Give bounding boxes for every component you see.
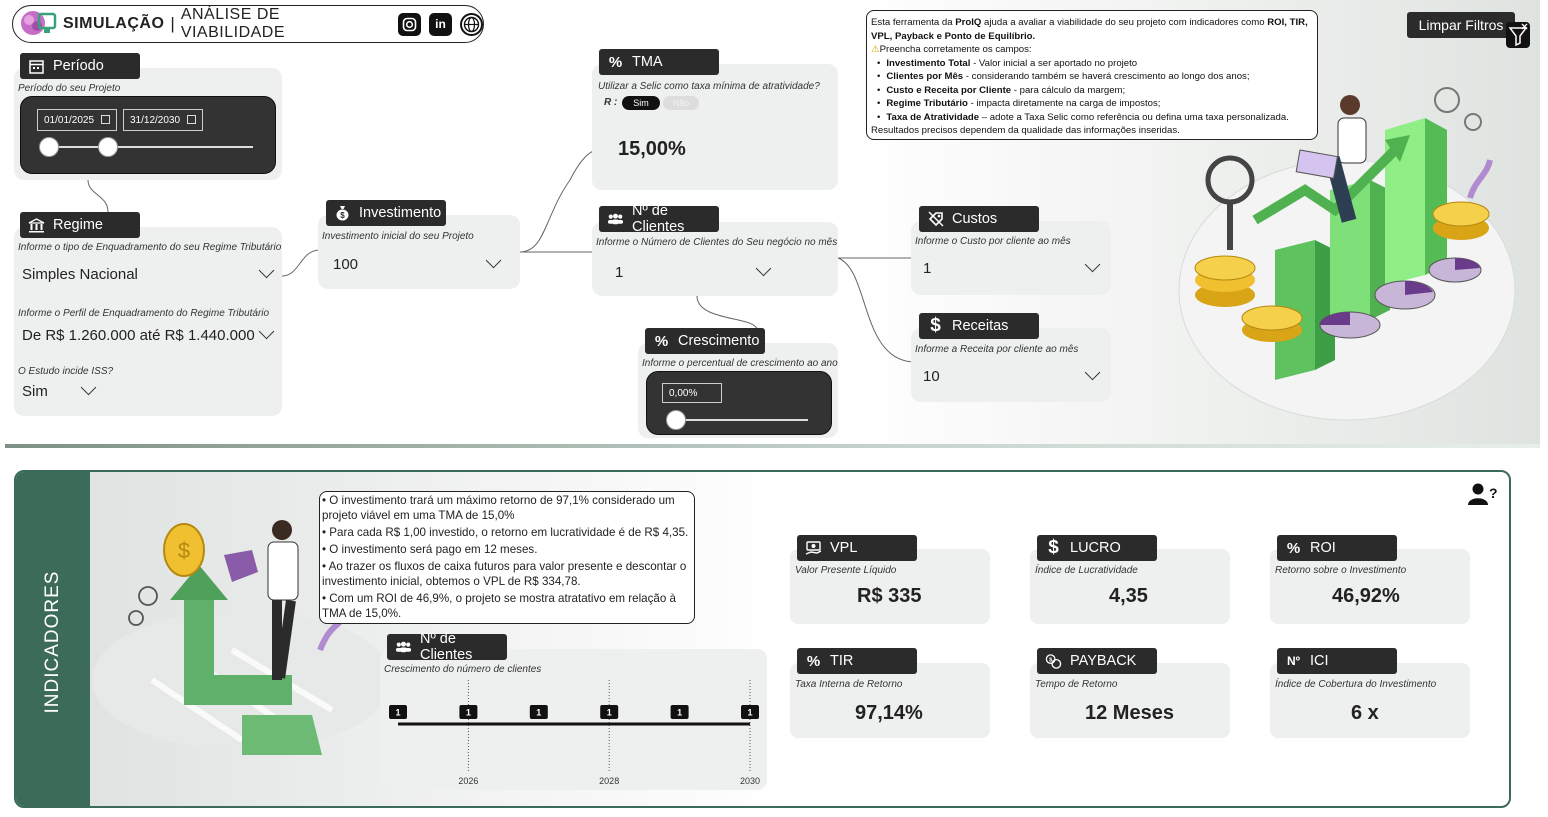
investimento-label: Investimento inicial do seu Projeto <box>322 231 474 242</box>
receitas-tag <box>919 313 1039 339</box>
clientes-tag <box>599 203 719 235</box>
periodo-slider-end-handle[interactable] <box>98 137 118 157</box>
bank-icon <box>28 217 45 234</box>
info-footer: Resultados precisos dependem da qualidade das informações inseridas. <box>871 125 1180 136</box>
price-tag-icon <box>927 211 944 228</box>
iss-label: O Estudo incide ISS? <box>18 366 114 377</box>
info-brand: ProIQ <box>955 17 982 28</box>
crescimento-label: Informe o percentual de crescimento ao ano <box>642 358 838 369</box>
section-divider <box>5 444 1540 448</box>
data-label: 1 <box>395 707 401 718</box>
x-tick-label: 2026 <box>458 776 479 786</box>
warning-icon: ⚠ <box>871 44 880 55</box>
brain-logo-icon <box>19 8 59 40</box>
periodo-tag <box>20 53 140 79</box>
regime-card <box>14 227 282 416</box>
users-icon <box>395 639 412 656</box>
svg-text:?: ? <box>1489 485 1498 501</box>
x-tick-label: 2030 <box>739 776 761 786</box>
roi-tag <box>1277 535 1397 561</box>
periodo-tag-label: Período <box>53 58 104 74</box>
start-date-input[interactable] <box>37 109 117 131</box>
periodo-slicer <box>20 96 276 174</box>
data-label: 1 <box>465 707 471 718</box>
data-label: 1 <box>536 707 542 718</box>
iss-select[interactable]: Sim <box>22 383 48 400</box>
clientes-label: Informe o Número de Clientes do Seu negócio no mês <box>596 237 838 248</box>
vpl-value: R$ 335 <box>857 585 922 607</box>
payback-tag <box>1037 648 1157 674</box>
crescimento-tag-label: Crescimento <box>678 333 760 349</box>
header-bar <box>12 5 484 43</box>
tma-question-label: Utilizar a Selic como taxa mínima de atratividade? <box>598 81 820 92</box>
insight-item: • Para cada R$ 1,00 investido, o retorno em lucratividade é de R$ 4,35. <box>322 526 689 539</box>
svg-text:$: $ <box>340 211 345 220</box>
periodo-slider-track[interactable] <box>45 146 253 148</box>
clientes-line-chart <box>380 676 767 790</box>
selic-no-toggle[interactable]: Não <box>663 96 699 110</box>
lucro-value: 4,35 <box>1109 585 1148 607</box>
percent-icon: % <box>1286 539 1301 557</box>
regime-type-select[interactable]: Simples Nacional <box>22 266 138 283</box>
tir-card <box>790 663 990 738</box>
globe-icon[interactable] <box>460 13 483 36</box>
regime-type-label: Informe o tipo de Enquadramento do seu Regime Tributário <box>18 242 282 253</box>
clientes-chart-tag <box>387 631 507 663</box>
clientes-tag-label: Nº de Clientes <box>632 203 685 235</box>
tir-tag <box>797 648 917 674</box>
info-item: • Clientes por Mês - considerando também se haverá crescimento ao longo dos anos; <box>877 70 1313 84</box>
crescimento-slider-track[interactable] <box>672 419 808 421</box>
clear-filters-button[interactable]: Limpar Filtros <box>1407 12 1515 38</box>
receitas-card <box>911 328 1111 402</box>
dollar-icon: $ <box>1048 537 1059 558</box>
crescimento-tag <box>645 328 765 354</box>
roi-label: Retorno sobre o Investimento <box>1275 565 1407 576</box>
data-label: 1 <box>677 707 683 718</box>
regime-tag <box>20 212 140 238</box>
end-date-value: 31/12/2030 <box>130 114 181 126</box>
custos-label: Informe o Custo por cliente ao mês <box>915 236 1071 247</box>
payback-tag-label: PAYBACK <box>1070 653 1137 669</box>
receitas-tag-label: Receitas <box>952 318 1009 334</box>
investimento-card <box>318 215 520 289</box>
chart-subtitle: Crescimento do número de clientes <box>384 664 542 675</box>
investimento-tag <box>326 200 446 226</box>
indicadores-title: INDICADORES <box>42 570 63 714</box>
selic-yes-toggle[interactable]: Sim <box>622 96 660 110</box>
periodo-slider-start-handle[interactable] <box>39 137 59 157</box>
insight-item: • O investimento trará um máximo retorno de 97,1% considerado um projeto viável em uma TMA de 15,0% <box>322 494 675 522</box>
lucro-tag <box>1037 535 1157 561</box>
indicadores-sidebar <box>16 472 90 806</box>
investimento-tag-label: Investimento <box>359 205 442 221</box>
roi-tag-label: ROI <box>1310 540 1336 556</box>
ici-tag <box>1277 648 1397 674</box>
users-icon <box>607 211 624 228</box>
money-cycle-icon <box>1045 653 1062 670</box>
custos-card <box>911 221 1111 295</box>
tir-value: 97,14% <box>855 702 923 724</box>
user-help-icon[interactable] <box>1466 481 1498 512</box>
receitas-select[interactable]: 10 <box>923 368 940 385</box>
title-separator: | <box>170 14 175 33</box>
regime-profile-select[interactable]: De R$ 1.260.000 até R$ 1.440.000 <box>22 327 255 344</box>
insight-item: • O investimento será pago em 12 meses. <box>322 543 538 556</box>
info-intro-text-2: ajuda a avaliar a viabilidade do seu projeto com indicadores como <box>981 17 1268 28</box>
insight-item: • Ao trazer os fluxos de caixa futuros para valor presente e descontar o investimento inicial, obtemos o VPL de R$ 334,78. <box>322 560 687 588</box>
calendar-small-icon <box>187 115 196 124</box>
number-sign-icon: Nº <box>1286 654 1301 668</box>
svg-text:$: $ <box>177 538 191 563</box>
ici-tag-label: ICI <box>1310 653 1329 669</box>
clientes-chart-tag-label: Nº de Clientes <box>420 631 473 663</box>
vpl-tag-label: VPL <box>830 540 858 556</box>
ici-card <box>1270 663 1470 738</box>
tma-tag <box>599 49 719 75</box>
clientes-select[interactable]: 1 <box>615 264 624 281</box>
tir-label: Taxa Interna de Retorno <box>795 679 903 690</box>
percent-icon: % <box>608 53 623 71</box>
info-item: • Taxa de Atratividade – adote a Taxa Selic como referência ou defina uma taxa personalizada. <box>877 111 1313 125</box>
lucro-tag-label: LUCRO <box>1070 540 1121 556</box>
info-item: • Regime Tributário - impacta diretamente na carga de impostos; <box>877 97 1313 111</box>
ici-label: Índice de Cobertura do Investimento <box>1275 679 1437 690</box>
custos-tag-label: Custos <box>952 211 998 227</box>
regime-tag-label: Regime <box>53 217 103 233</box>
percent-icon: % <box>654 332 669 350</box>
lucro-label: Índice de Lucratividade <box>1035 565 1138 576</box>
calendar-icon <box>28 58 45 75</box>
crescimento-input[interactable]: 0,00% <box>662 383 722 403</box>
info-item: • Investimento Total - Valor inicial a ser aportado no projeto <box>877 57 1313 71</box>
investimento-select[interactable]: 100 <box>333 256 359 273</box>
tir-tag-label: TIR <box>830 653 854 669</box>
regime-profile-label: Informe o Perfil de Enquadramento do Regime Tributário <box>18 308 270 319</box>
money-bag-icon <box>334 205 351 222</box>
payback-label: Tempo de Retorno <box>1035 679 1118 690</box>
info-warning-text: Preencha corretamente os campos: <box>879 44 1032 55</box>
data-label: 1 <box>606 707 612 718</box>
vpl-label: Valor Presente Líquido <box>795 565 897 576</box>
tma-r-label: R : <box>604 97 618 108</box>
custos-tag <box>919 206 1039 232</box>
insights-box <box>319 491 695 624</box>
tma-tag-label: TMA <box>632 54 663 70</box>
info-item: • Custo e Receita por Cliente - para cálculo da margem; <box>877 84 1313 98</box>
payback-card <box>1030 663 1230 738</box>
insight-item: • Com um ROI de 46,9%, o projeto se mostra atratativo em relação à TMA de 15,0%. <box>322 592 676 620</box>
app-subtitle: ANÁLISE DE VIABILIDADE <box>180 6 286 41</box>
crescimento-slider-handle[interactable] <box>666 410 686 430</box>
instagram-icon[interactable] <box>398 13 421 36</box>
dollar-icon: $ <box>930 315 941 336</box>
payback-value: 12 Meses <box>1085 702 1174 724</box>
x-tick-label: 2028 <box>599 776 620 786</box>
tma-value: 15,00% <box>618 138 686 160</box>
info-intro-text: Esta ferramenta da <box>871 17 956 28</box>
info-indicators-list: ROI, TIR, VPL, Payback e Ponto de Equilíbrio. <box>871 17 1308 42</box>
data-label: 1 <box>747 707 753 718</box>
end-date-input[interactable] <box>123 109 203 131</box>
app-title: SIMULAÇÃO <box>63 15 165 32</box>
linkedin-icon[interactable]: in <box>429 13 452 36</box>
periodo-label: Período do seu Projeto <box>18 83 121 94</box>
ici-value: 6 x <box>1351 702 1379 724</box>
calendar-small-icon <box>101 115 110 124</box>
svg-text:$: $ <box>1049 657 1053 663</box>
roi-value: 46,92% <box>1332 585 1400 607</box>
vpl-tag <box>797 535 917 561</box>
start-date-value: 01/01/2025 <box>44 114 95 126</box>
growth-illustration <box>1175 80 1520 440</box>
percent-icon: % <box>806 652 821 670</box>
funnel-clear-icon[interactable] <box>1506 22 1530 48</box>
receitas-label: Informe a Receita por cliente ao mês <box>915 344 1079 355</box>
cash-hand-icon <box>805 540 822 557</box>
custos-select[interactable]: 1 <box>923 260 932 277</box>
